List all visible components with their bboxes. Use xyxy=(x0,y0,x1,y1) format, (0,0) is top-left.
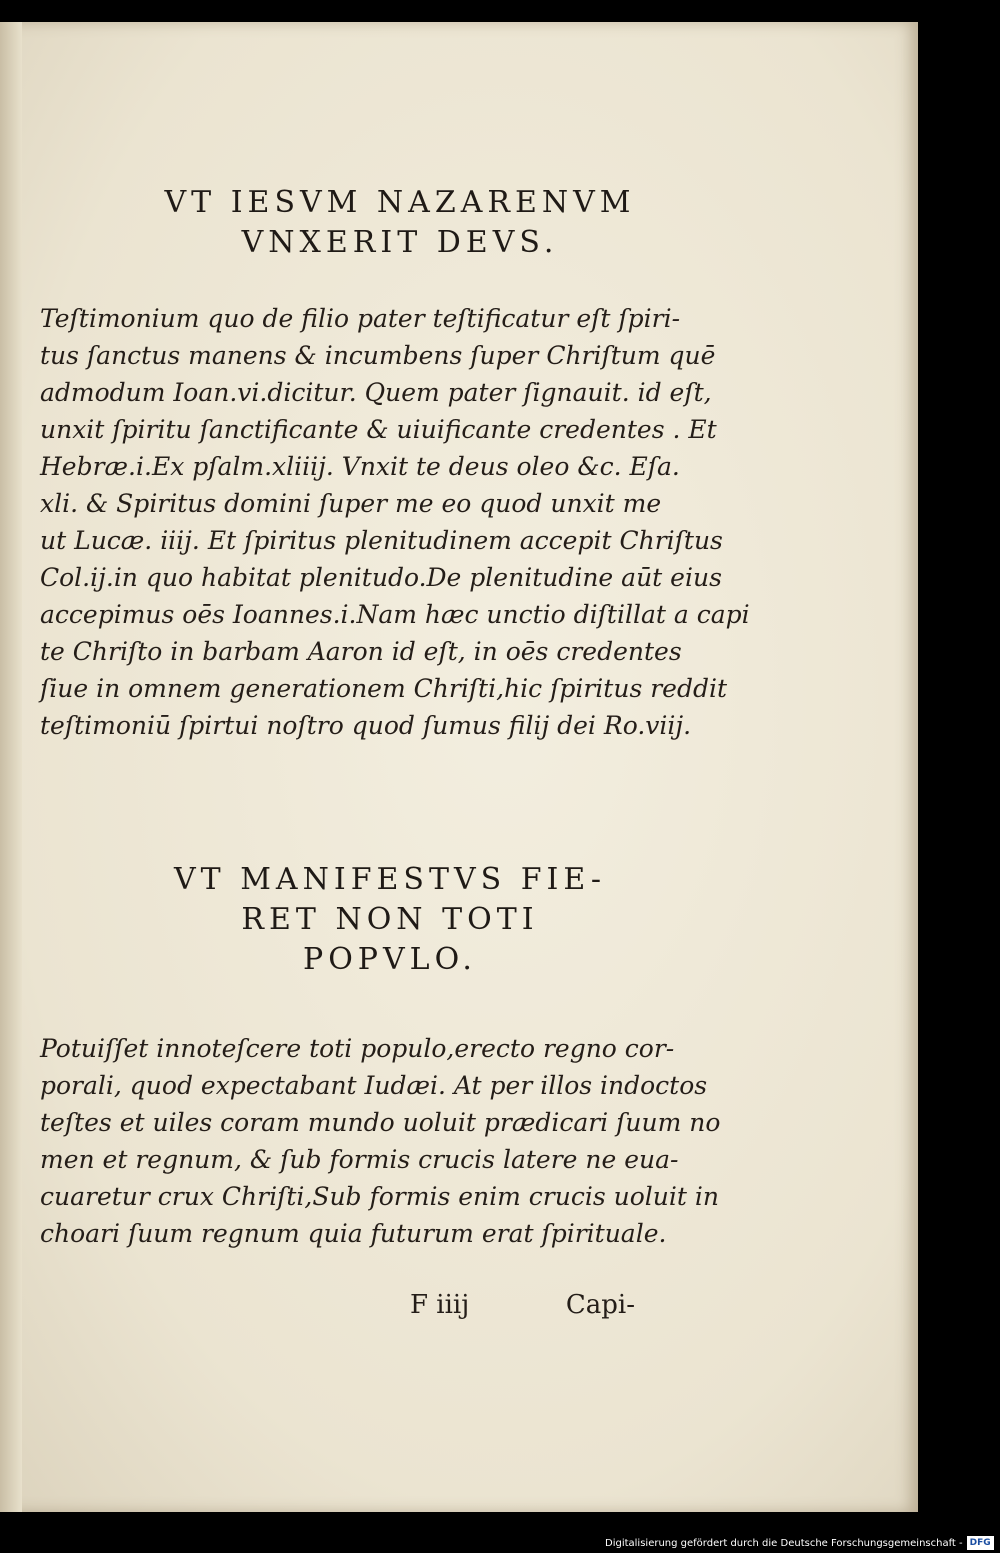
heading-2-line: POPVLO. xyxy=(303,942,477,977)
credit-bar xyxy=(605,1535,994,1551)
page-gutter xyxy=(0,22,22,1512)
text-line: porali, quod expectabant Iudæi. At per illos indoctos xyxy=(40,1071,708,1100)
heading-2-line: VT MANIFESTVS FIE- xyxy=(174,862,606,897)
dfg-logo: DFG xyxy=(967,1536,994,1550)
heading-2 xyxy=(80,860,700,980)
text-line: te Chriſto in barbam Aaron id eſt, in oēs credentes xyxy=(40,637,682,666)
text-line: accepimus oēs Ioannes.i.Nam hæc unctio diſtillat a capi xyxy=(40,600,750,629)
text-line: choari ſuum regnum quia futurum erat ſpirituale. xyxy=(40,1219,667,1248)
text-line: Teſtimonium quo de filio pater teſtificatur eſt ſpiri- xyxy=(40,304,681,333)
catchword: Capi- xyxy=(565,1290,635,1320)
text-line: teſtes et uiles coram mundo uoluit prædicari ſuum no xyxy=(40,1108,721,1137)
text-line: unxit ſpiritu ſanctificante & uiuificante credentes . Et xyxy=(40,415,717,444)
page-footer xyxy=(410,1290,635,1320)
text-line: teſtimoniū ſpirtui noſtro quod ſumus filij dei Ro.viij. xyxy=(40,711,692,740)
text-line: xli. & Spiritus domini ſuper me eo quod unxit me xyxy=(40,489,662,518)
text-line: ſiue in omnem generationem Chriſti,hic ſpiritus reddit xyxy=(40,674,728,703)
text-line: Potuiſſet innoteſcere toti populo,erecto regno cor- xyxy=(40,1034,675,1063)
paragraph-2 xyxy=(40,1030,721,1252)
credit-text: Digitalisierung gefördert durch die Deutsche Forschungsgemeinschaft - xyxy=(605,1537,963,1549)
paragraph-1 xyxy=(40,300,750,744)
heading-1-line: VT IESVM NAZARENVM xyxy=(164,185,636,220)
heading-1-line: VNXERIT DEVS. xyxy=(241,225,559,260)
text-line: admodum Ioan.vi.dicitur. Quem pater ſignauit. id eſt, xyxy=(40,378,712,407)
text-line: cuaretur crux Chriſti,Sub formis enim crucis uoluit in xyxy=(40,1182,719,1211)
heading-1 xyxy=(100,183,700,263)
text-line: Hebræ.i.Ex pſalm.xliiij. Vnxit te deus oleo &c. Eſa. xyxy=(40,452,680,481)
text-line: men et regnum, & ſub formis crucis latere ne eua- xyxy=(40,1145,679,1174)
text-line: Col.ij.in quo habitat plenitudo.De plenitudine aūt eius xyxy=(40,563,722,592)
text-line: tus ſanctus manens & incumbens ſuper Chriſtum quē xyxy=(40,341,716,370)
signature-mark: F iiij xyxy=(410,1290,470,1320)
text-line: ut Lucæ. iiij. Et ſpiritus plenitudinem accepit Chriſtus xyxy=(40,526,723,555)
heading-2-line: RET NON TOTI xyxy=(241,902,539,937)
